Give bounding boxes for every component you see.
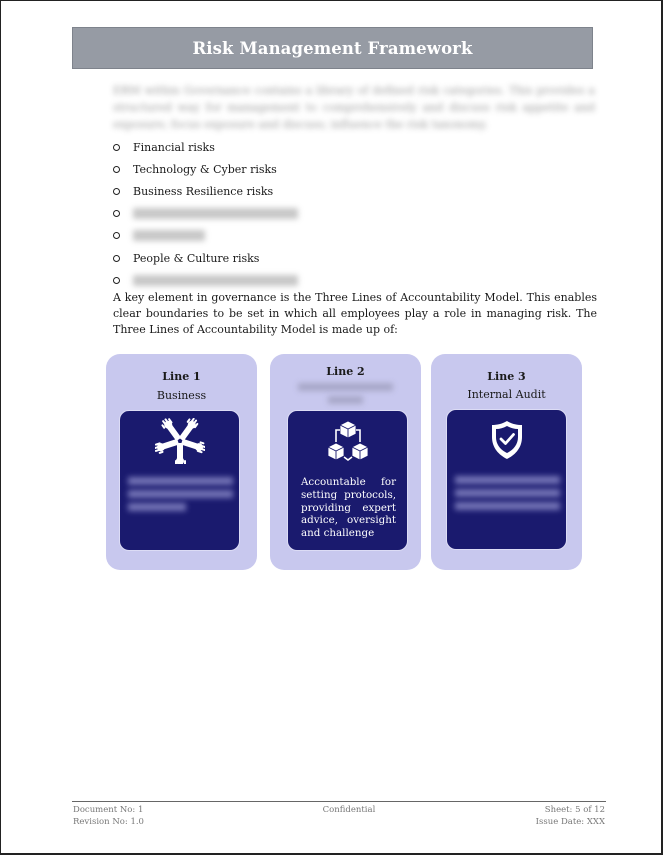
risk-item xyxy=(113,180,513,202)
risk-item-label: Financial risks xyxy=(133,140,215,154)
redacted-text xyxy=(133,230,205,241)
card-description-redacted xyxy=(128,477,233,516)
card-description-redacted xyxy=(455,476,560,515)
classification-label: Confidential xyxy=(322,805,376,815)
bullet-icon xyxy=(113,188,120,195)
card-subtitle: Business xyxy=(156,389,207,402)
bullet-icon xyxy=(113,210,120,217)
title-bar xyxy=(72,27,593,69)
redacted-text xyxy=(133,208,298,219)
card-subtitle: Internal Audit xyxy=(467,388,546,401)
card-inner-panel xyxy=(119,410,240,551)
shield-check-icon xyxy=(447,416,566,464)
risk-item xyxy=(113,158,513,180)
footer-divider xyxy=(72,801,606,802)
line-2-card xyxy=(270,354,421,570)
risk-item-redacted xyxy=(113,225,513,247)
redacted-text xyxy=(133,275,298,286)
intro-paragraph-redacted: ERM within Governance contains a library of defined risk categories. This provides a structured way for management to comprehensively and discuss risk appetite and exposure; focus exposure and discuss; influence the risk taxonomy. xyxy=(113,84,595,131)
risk-category-list xyxy=(113,136,513,291)
card-subtitle-redacted xyxy=(328,396,363,404)
risk-item-redacted xyxy=(113,203,513,225)
line-3-card xyxy=(431,354,582,570)
hands-teamwork-icon xyxy=(120,417,239,465)
sheet-number: Sheet: 5 of 12 xyxy=(544,805,605,815)
page-title: Risk Management Framework xyxy=(192,38,473,58)
three-lines-paragraph: A key element in governance is the Three Lines of Accountability Model. This enables clear boundaries to be set in which all employees play a role in managing risk. The Three Lines of Accountability Model is made up of: xyxy=(113,291,597,336)
bullet-icon xyxy=(113,255,120,262)
risk-item-label: People & Culture risks xyxy=(133,251,260,265)
risk-item-redacted xyxy=(113,269,513,291)
line-1-card xyxy=(106,354,257,570)
card-title: Line 3 xyxy=(487,370,526,383)
card-inner-panel xyxy=(287,410,408,551)
card-description: Accountable for setting protocols, providing expert advice, oversight and challenge xyxy=(301,476,396,540)
document-number: Document No: 1 xyxy=(73,805,144,815)
bullet-icon xyxy=(113,232,120,239)
card-title: Line 1 xyxy=(162,370,201,383)
card-inner-panel xyxy=(446,409,567,550)
risk-item xyxy=(113,136,513,158)
card-subtitle-redacted xyxy=(298,383,393,391)
risk-item xyxy=(113,247,513,269)
bullet-icon xyxy=(113,166,120,173)
revision-number: Revision No: 1.0 xyxy=(73,817,144,827)
bullet-icon xyxy=(113,144,120,151)
issue-date: Issue Date: XXX xyxy=(535,817,605,827)
risk-item-label: Technology & Cyber risks xyxy=(133,162,277,176)
footer-right xyxy=(536,804,605,828)
bullet-icon xyxy=(113,277,120,284)
connected-cubes-icon xyxy=(288,417,407,465)
card-title: Line 2 xyxy=(326,365,365,378)
risk-item-label: Business Resilience risks xyxy=(133,184,274,198)
